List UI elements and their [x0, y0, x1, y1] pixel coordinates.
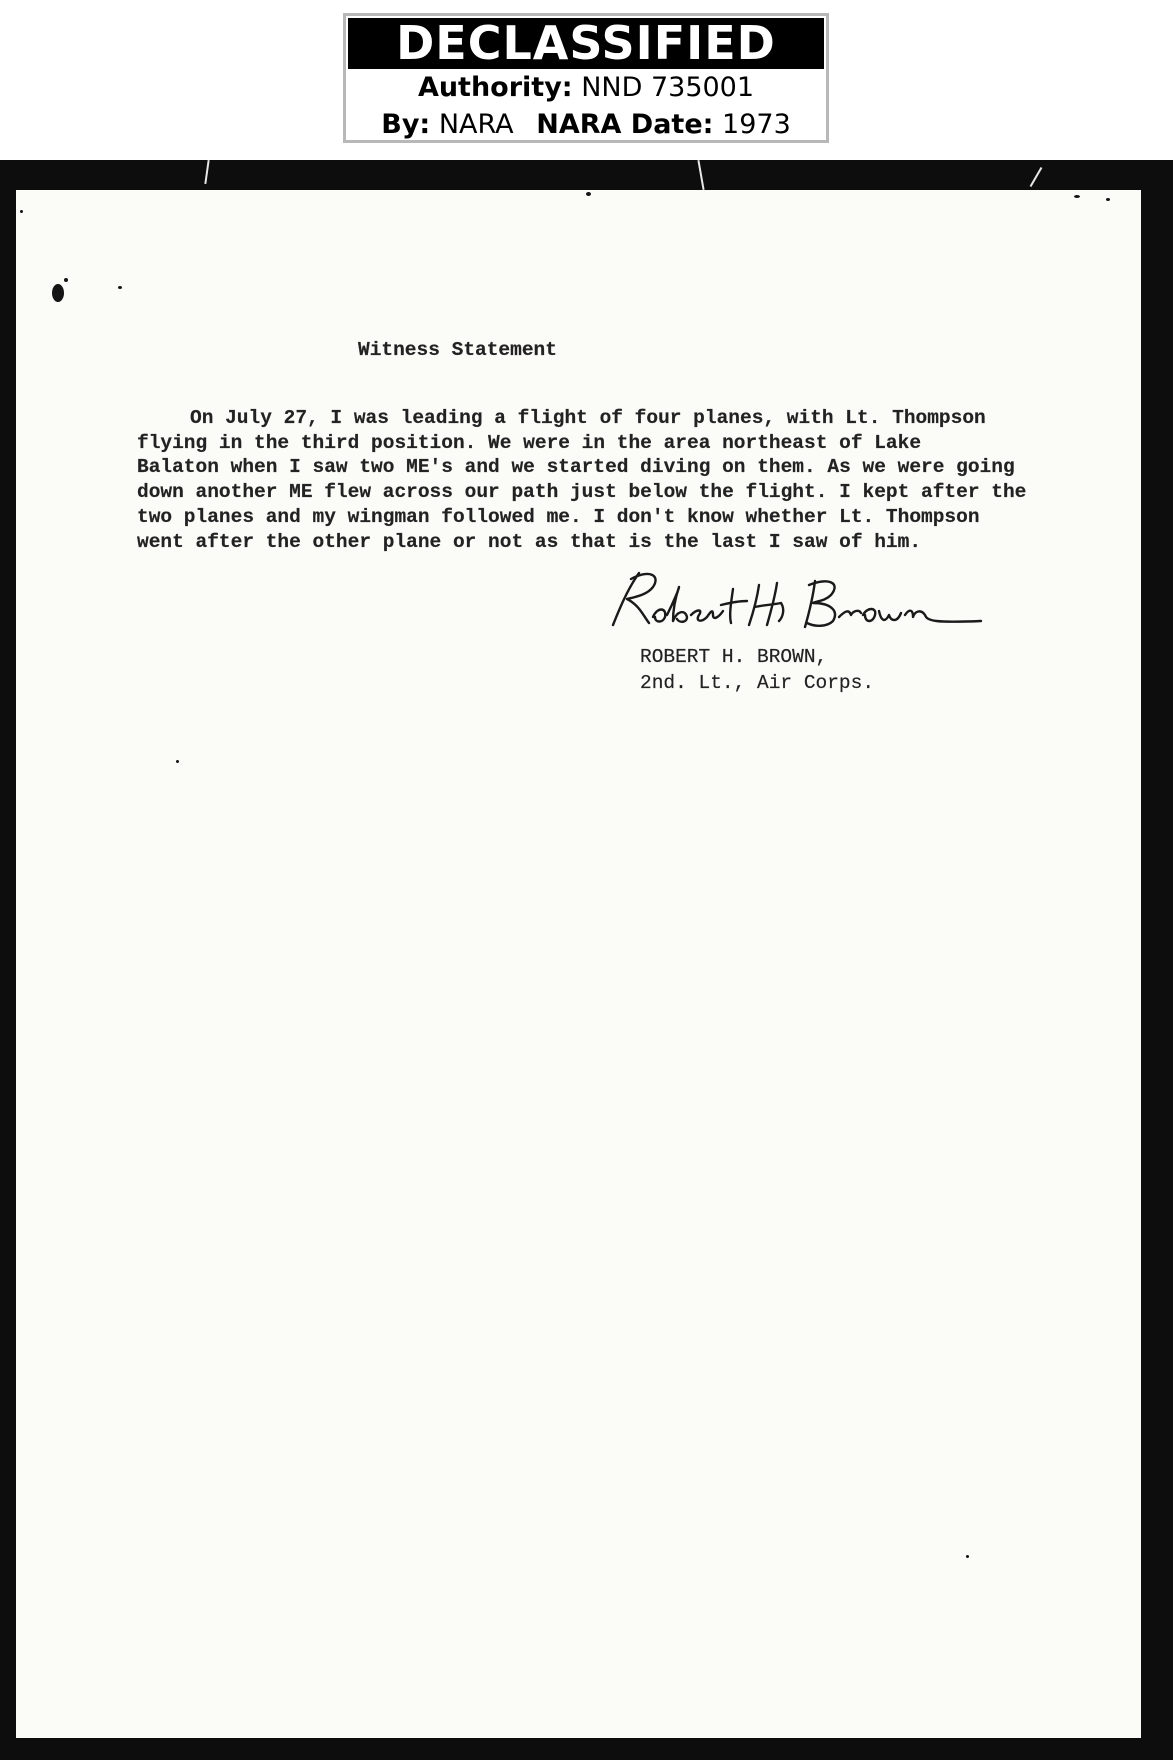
- stamp-authority-line: [346, 69, 826, 106]
- dust-speck: [20, 210, 23, 213]
- dust-speck: [52, 284, 64, 302]
- by-label: By:: [381, 109, 431, 140]
- date-value: 1973: [722, 109, 791, 140]
- statement-line: down another ME flew across our path just below the flight. I kept after the: [137, 481, 1027, 504]
- dust-speck: [966, 1555, 969, 1558]
- dust-speck: [1074, 195, 1080, 198]
- signer-name: ROBERT H. BROWN,: [640, 646, 828, 668]
- dust-speck: [176, 760, 179, 763]
- authority-label: Authority:: [417, 72, 573, 103]
- date-label: NARA Date:: [536, 109, 714, 140]
- signer-rank: 2nd. Lt., Air Corps.: [640, 672, 875, 694]
- statement-line: On July 27, I was leading a flight of four planes, with Lt. Thompson: [190, 407, 986, 429]
- scan-scratch: [204, 160, 209, 184]
- statement-line: Balaton when I saw two ME's and we started diving on them. As we were going: [137, 456, 1015, 479]
- declassified-stamp: [343, 13, 829, 143]
- stamp-by-line: [346, 106, 826, 143]
- document-title: Witness Statement: [358, 339, 557, 361]
- signer-block: [640, 644, 874, 696]
- authority-value: NND 735001: [581, 72, 755, 103]
- dust-speck: [1106, 198, 1110, 201]
- dust-speck: [118, 286, 122, 289]
- by-value: NARA: [438, 109, 514, 140]
- statement-body: [137, 406, 1067, 554]
- signature: [609, 565, 984, 650]
- dust-speck: [64, 278, 68, 282]
- statement-line: flying in the third position. We were in the area northeast of Lake: [137, 431, 922, 454]
- scan-scratch: [1030, 167, 1043, 187]
- document-sheet: [16, 190, 1141, 1738]
- dust-speck: [586, 192, 591, 196]
- scan-scratch: [697, 160, 704, 190]
- statement-line: went after the other plane or not as that is the last I saw of him.: [137, 530, 922, 553]
- statement-line: two planes and my wingman followed me. I don't know whether Lt. Thompson: [137, 505, 980, 528]
- scanned-page: [0, 160, 1173, 1760]
- stamp-title: DECLASSIFIED: [348, 18, 824, 69]
